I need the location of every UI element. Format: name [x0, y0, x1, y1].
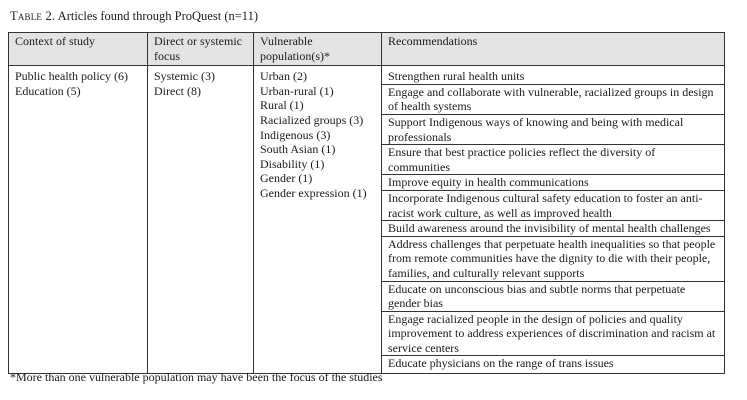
- recommendation-item: Educate on unconscious bias and subtle norms that perpetuate gender bias: [382, 282, 724, 312]
- focus-cell: [148, 66, 254, 374]
- recommendation-item: Improve equity in health communications: [382, 175, 724, 191]
- population-item: Gender (1): [260, 171, 313, 186]
- recommendation-item: Engage racialized people in the design of policies and quality improvement to address experiences of discrimination and racism at service centers: [382, 312, 724, 357]
- population-item: Indigenous (3): [260, 127, 331, 142]
- table-row: [9, 66, 725, 374]
- population-item: Urban (2): [260, 69, 307, 84]
- population-item: Racialized groups (3): [260, 112, 364, 127]
- recommendation-item: Engage and collaborate with vulnerable, racialized groups in design of health systems: [382, 85, 724, 115]
- table-footnote: *More than one vulnerable population may have been the focus of the studies: [10, 370, 383, 384]
- caption-label: Table 2.: [10, 9, 56, 23]
- header-recommendations: Recommendations: [382, 33, 725, 66]
- context-item: Public health policy (6): [15, 69, 128, 84]
- recommendation-item: Build awareness around the invisibility of mental health challenges: [382, 221, 724, 237]
- context-item: Education (5): [15, 83, 81, 98]
- context-cell: [9, 66, 148, 374]
- population-item: Urban-rural (1): [260, 83, 334, 98]
- focus-item: Systemic (3): [154, 69, 215, 84]
- recommendation-item: Address challenges that perpetuate health inequalities so that people from remote communities have the dignity to die with their people, families, and culturally relevant supports: [382, 237, 724, 282]
- header-vulnerable-population: Vulnerable population(s)*: [254, 33, 382, 66]
- header-context: Context of study: [9, 33, 148, 66]
- population-item: Rural (1): [260, 98, 304, 113]
- recommendation-item: Support Indigenous ways of knowing and being with medical professionals: [382, 115, 724, 145]
- population-item: South Asian (1): [260, 142, 336, 157]
- header-row: [9, 33, 725, 66]
- header-focus: Direct or systemic focus: [148, 33, 254, 66]
- recommendation-item: Ensure that best practice policies reflect the diversity of communities: [382, 145, 724, 175]
- recommendation-item: Incorporate Indigenous cultural safety education to foster an anti-racist work culture, as well as improved health: [382, 191, 724, 221]
- population-item: Disability (1): [260, 156, 325, 171]
- articles-table: [8, 32, 725, 374]
- recommendation-item: Educate physicians on the range of trans issues: [388, 356, 614, 371]
- focus-item: Direct (8): [154, 83, 201, 98]
- table-caption: [10, 8, 258, 24]
- recommendations-cell: [382, 66, 725, 374]
- population-item: Gender expression (1): [260, 185, 367, 200]
- recommendation-item: Strengthen rural health units: [382, 69, 724, 85]
- caption-text: Articles found through ProQuest (n=11): [57, 9, 258, 23]
- population-cell: [254, 66, 382, 374]
